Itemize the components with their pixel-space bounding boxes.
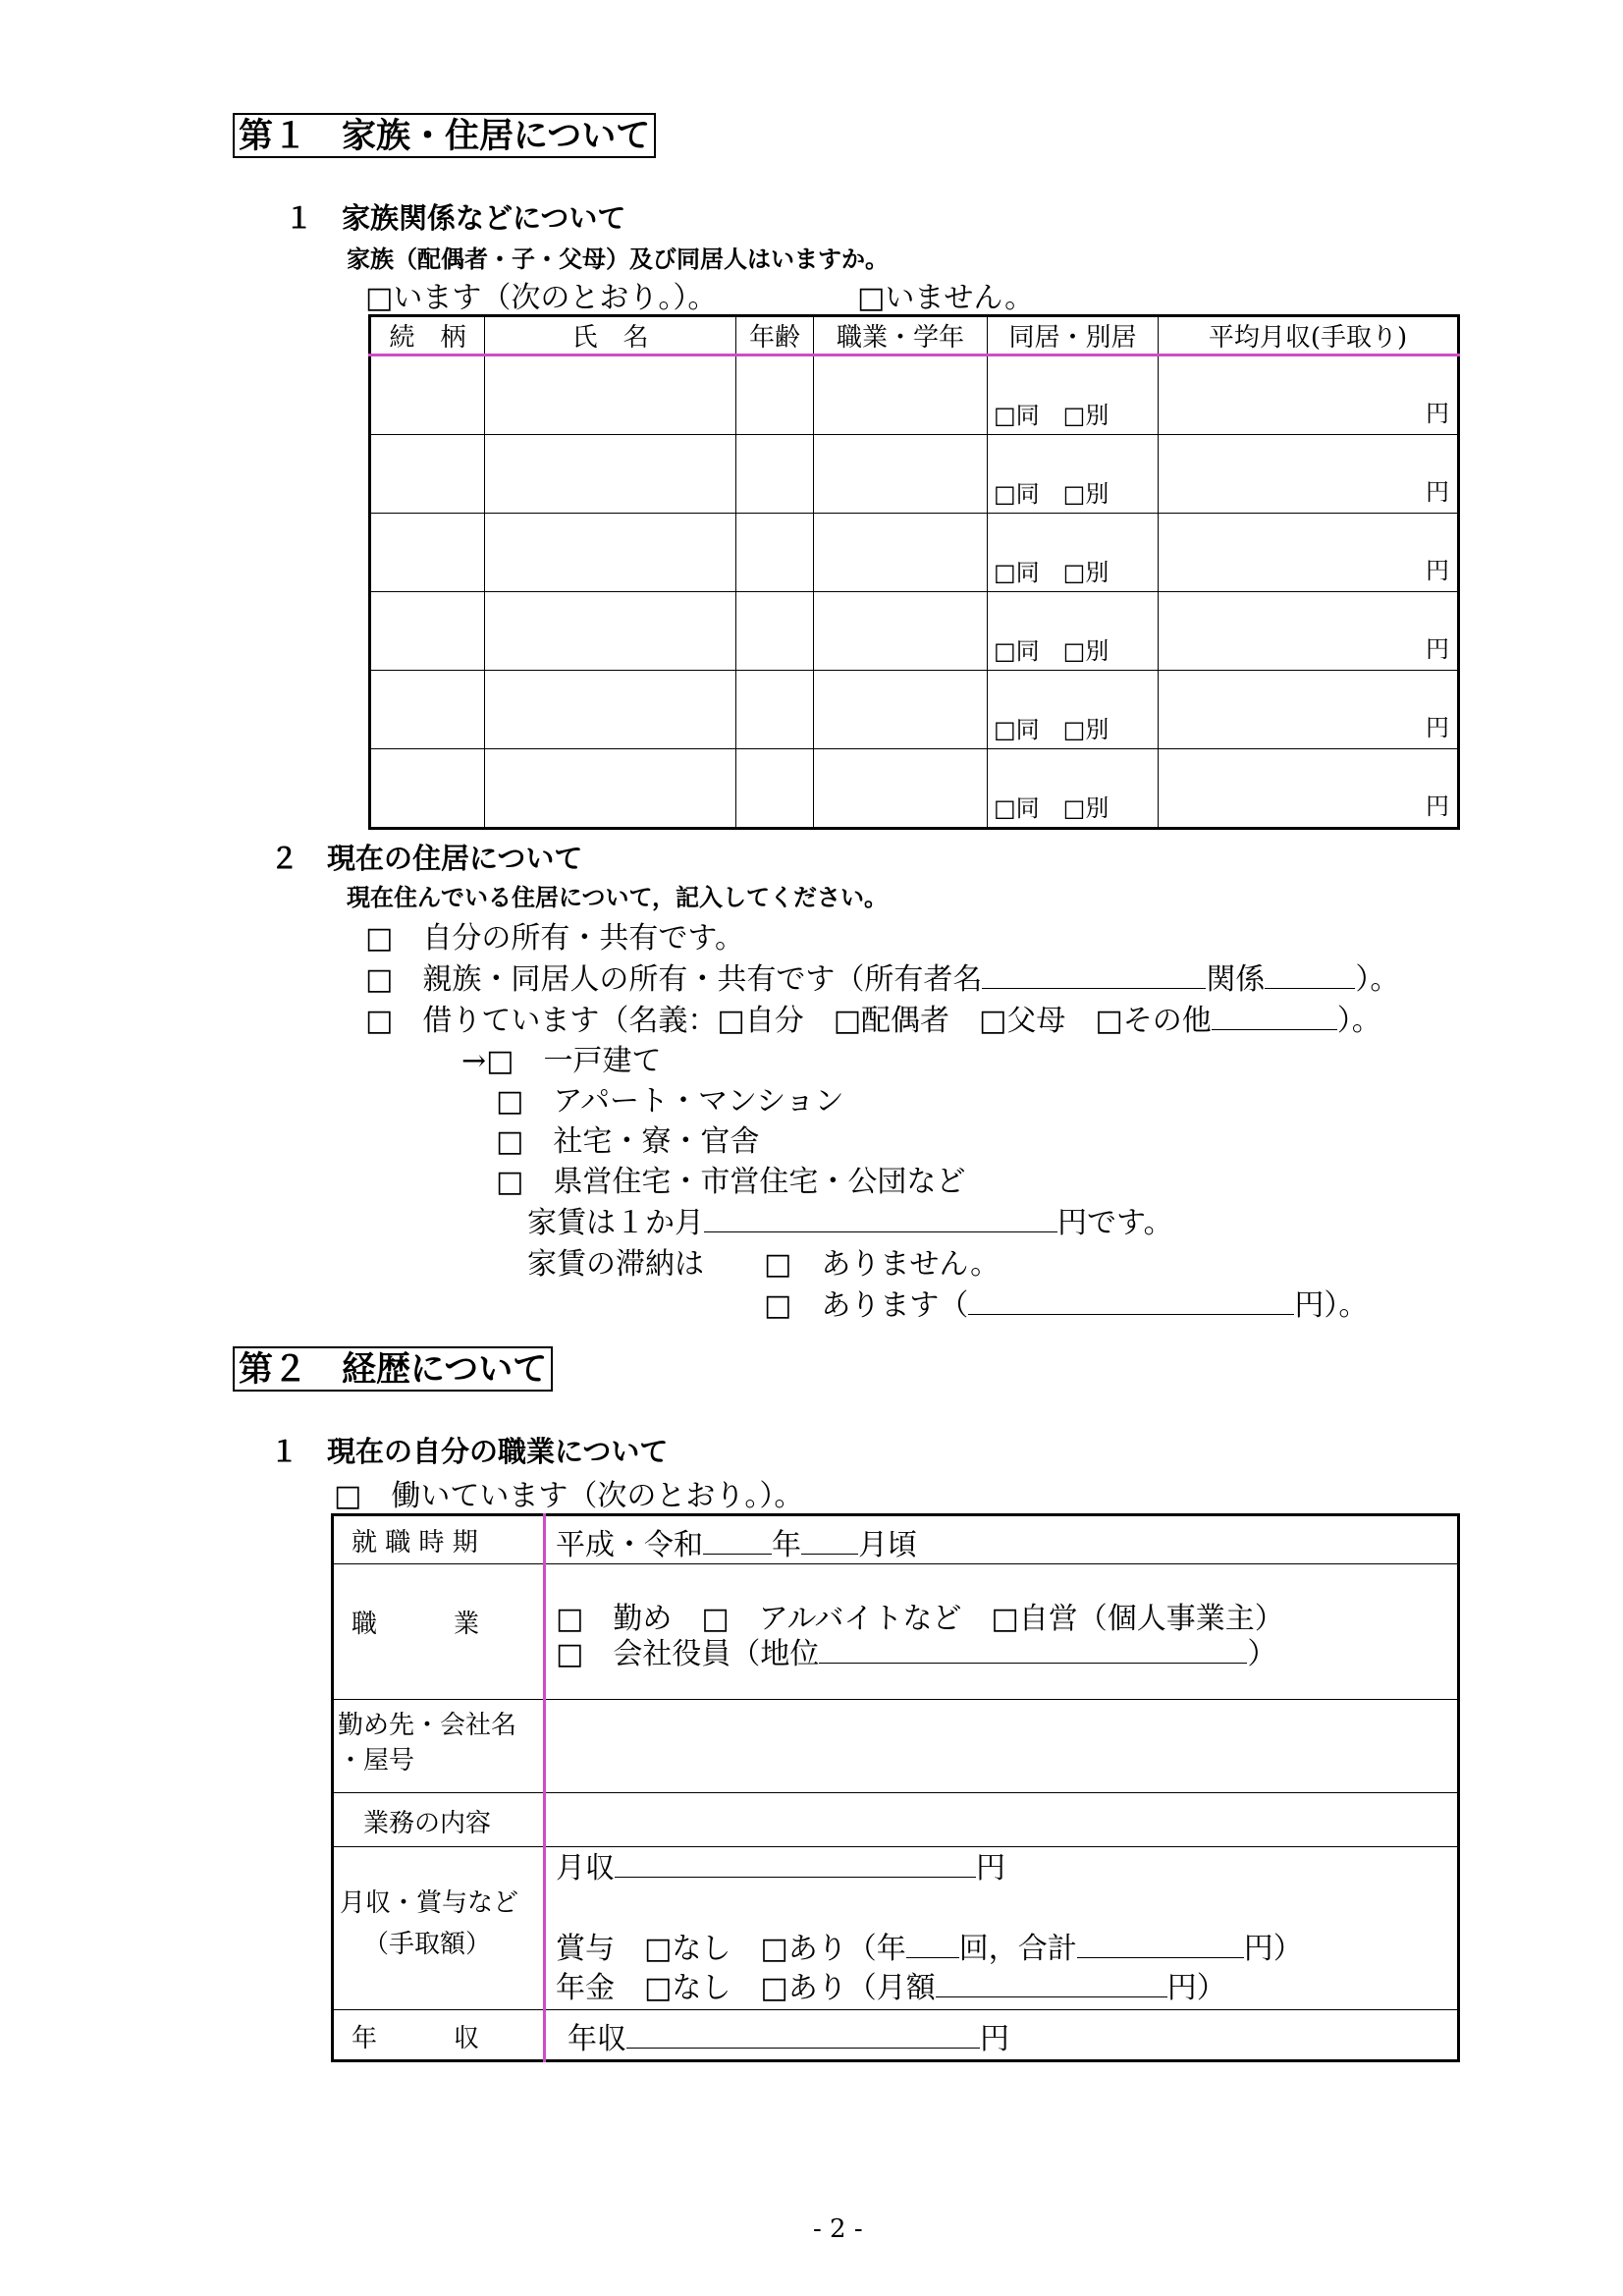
relation-field[interactable] bbox=[370, 435, 485, 514]
rent-other-field[interactable] bbox=[1212, 1004, 1337, 1030]
housing-type-public[interactable]: □ 県営住宅・市営住宅・公団など bbox=[496, 1165, 966, 1199]
job-row-period bbox=[333, 1515, 1459, 1564]
age-field[interactable] bbox=[736, 671, 814, 749]
pension-amount-field[interactable] bbox=[936, 1971, 1167, 1997]
cohabitation-checkboxes[interactable]: □同 □別 bbox=[988, 671, 1159, 749]
job-table bbox=[331, 1513, 1460, 2062]
employer-field[interactable] bbox=[545, 1700, 1459, 1793]
cohabitation-checkboxes[interactable]: □同 □別 bbox=[988, 514, 1159, 592]
job-row-duty bbox=[333, 1793, 1459, 1847]
arrears-no[interactable]: □ ありません。 bbox=[764, 1247, 1001, 1282]
family-row bbox=[370, 671, 1459, 749]
occupation-field[interactable] bbox=[814, 514, 988, 592]
header-age: 年齢 bbox=[736, 316, 814, 355]
rent-unit: 円です。 bbox=[1057, 1206, 1173, 1240]
housing-instruction: 現在住んでいる住居について，記入してください。 bbox=[347, 884, 889, 911]
job-opt-working[interactable]: □ 働いています（次のとおり。）。 bbox=[334, 1479, 804, 1513]
name-field[interactable] bbox=[485, 671, 736, 749]
arrears-yes-close: 円）。 bbox=[1294, 1288, 1369, 1323]
family-heading: １ 家族関係などについて bbox=[285, 201, 626, 235]
family-question: 家族（配偶者・子・父母）及び同居人はいますか。 bbox=[347, 246, 889, 273]
annual-income-field[interactable] bbox=[626, 2022, 980, 2049]
bonus-line: 賞与 □なし □あり（年 回，合計 円） bbox=[556, 1932, 1303, 1966]
period-label: 就 職 時 期 bbox=[333, 1515, 545, 1564]
housing-opt-own[interactable]: □ 自分の所有・共有です。 bbox=[365, 921, 744, 956]
job-officer-option[interactable]: □ 会社役員（地位 ） bbox=[556, 1637, 1277, 1671]
arrears-yes-label: □ あります（ bbox=[764, 1288, 969, 1323]
relation-label: 関係 bbox=[1206, 962, 1266, 997]
family-row bbox=[370, 514, 1459, 592]
age-field[interactable] bbox=[736, 435, 814, 514]
family-row bbox=[370, 592, 1459, 671]
job-heading: １ 現在の自分の職業について bbox=[270, 1435, 669, 1468]
occupation-field[interactable] bbox=[814, 671, 988, 749]
job-row-income bbox=[333, 1847, 1459, 2010]
occupation-field[interactable] bbox=[814, 592, 988, 671]
job-row-employer bbox=[333, 1700, 1459, 1793]
arrears-amount-field[interactable] bbox=[968, 1288, 1294, 1315]
family-table bbox=[368, 314, 1460, 830]
page-number: - 2 - bbox=[813, 2214, 863, 2244]
relation-field[interactable] bbox=[370, 592, 485, 671]
header-relation: 続 柄 bbox=[370, 316, 485, 355]
period-month-field[interactable] bbox=[801, 1528, 858, 1555]
job-type-label: 職 業 bbox=[333, 1564, 545, 1700]
age-field[interactable] bbox=[736, 514, 814, 592]
occupation-field[interactable] bbox=[814, 749, 988, 829]
age-field[interactable] bbox=[736, 592, 814, 671]
relation-field[interactable] bbox=[370, 355, 485, 435]
job-row-annual bbox=[333, 2010, 1459, 2061]
owner-name-field[interactable] bbox=[982, 962, 1206, 989]
header-cohabitation: 同居・別居 bbox=[988, 316, 1159, 355]
cohabitation-checkboxes[interactable]: □同 □別 bbox=[988, 355, 1159, 435]
income-field[interactable]: 円 bbox=[1159, 592, 1459, 671]
job-type-value bbox=[545, 1564, 1459, 1700]
family-row bbox=[370, 355, 1459, 435]
housing-opt-relative-label: □ 親族・同居人の所有・共有です（所有者名 bbox=[365, 962, 983, 997]
name-field[interactable] bbox=[485, 355, 736, 435]
income-field[interactable]: 円 bbox=[1159, 514, 1459, 592]
housing-type-apartment[interactable]: □ アパート・マンション bbox=[496, 1084, 844, 1119]
job-row-type bbox=[333, 1564, 1459, 1700]
income-value bbox=[545, 1847, 1459, 2010]
income-field[interactable]: 円 bbox=[1159, 671, 1459, 749]
period-value: 平成・令和 年 月頃 bbox=[545, 1515, 1459, 1564]
occupation-field[interactable] bbox=[814, 355, 988, 435]
name-field[interactable] bbox=[485, 435, 736, 514]
housing-type-company[interactable]: □ 社宅・寮・官舎 bbox=[496, 1124, 760, 1159]
housing-opt-rent-label: □ 借りています（名義：□自分 □配偶者 □父母 □その他 bbox=[365, 1004, 1212, 1038]
bonus-total-field[interactable] bbox=[1077, 1932, 1244, 1958]
relation-field[interactable] bbox=[370, 749, 485, 829]
duty-field[interactable] bbox=[545, 1793, 1459, 1847]
section-2-title: 第２ 経歴について bbox=[233, 1346, 553, 1392]
name-field[interactable] bbox=[485, 592, 736, 671]
family-row bbox=[370, 749, 1459, 829]
employer-label: 勤め先・会社名 ・屋号 bbox=[333, 1700, 545, 1793]
family-table-header bbox=[370, 316, 1459, 355]
income-field[interactable]: 円 bbox=[1159, 355, 1459, 435]
monthly-income-line: 月収 円 bbox=[556, 1851, 1005, 1886]
officer-position-field[interactable] bbox=[819, 1637, 1247, 1664]
name-field[interactable] bbox=[485, 749, 736, 829]
name-field[interactable] bbox=[485, 514, 736, 592]
income-label: 月収・賞与など （手取額） bbox=[333, 1847, 545, 2010]
rent-amount-field[interactable] bbox=[704, 1206, 1057, 1232]
duty-label: 業務の内容 bbox=[333, 1793, 545, 1847]
family-opt-no[interactable]: □いません。 bbox=[857, 281, 1035, 315]
housing-opt-relative-close: ）。 bbox=[1355, 962, 1400, 997]
pension-line: 年金 □なし □あり（月額 円） bbox=[556, 1971, 1226, 2005]
monthly-income-field[interactable] bbox=[615, 1851, 976, 1878]
income-field[interactable]: 円 bbox=[1159, 435, 1459, 514]
cohabitation-checkboxes[interactable]: □同 □別 bbox=[988, 435, 1159, 514]
header-name: 氏 名 bbox=[485, 316, 736, 355]
housing-opt-rent-close: ）。 bbox=[1336, 1004, 1381, 1038]
header-income: 平均月収(手取り) bbox=[1159, 316, 1459, 355]
header-occupation: 職業・学年 bbox=[814, 316, 988, 355]
age-field[interactable] bbox=[736, 355, 814, 435]
housing-opt-rent[interactable] bbox=[365, 996, 1381, 1039]
family-row bbox=[370, 435, 1459, 514]
arrears-yes[interactable] bbox=[764, 1281, 1368, 1324]
section-1-title: 第１ 家族・住居について bbox=[233, 113, 656, 158]
occupation-field[interactable] bbox=[814, 435, 988, 514]
bonus-count-field[interactable] bbox=[906, 1932, 959, 1958]
housing-opt-relative[interactable] bbox=[365, 955, 1399, 998]
arrears-label: 家賃の滞納は bbox=[527, 1247, 704, 1282]
annual-value: 年収 円 bbox=[545, 2010, 1459, 2061]
housing-heading: ２ 現在の住居について bbox=[270, 842, 583, 875]
annual-label: 年 収 bbox=[333, 2010, 545, 2061]
relation-field[interactable] bbox=[1265, 962, 1355, 989]
income-field[interactable]: 円 bbox=[1159, 749, 1459, 829]
age-field[interactable] bbox=[736, 749, 814, 829]
housing-type-house[interactable]: →□ 一戸建て bbox=[461, 1044, 662, 1078]
family-opt-yes[interactable]: □います（次のとおり。）。 bbox=[365, 281, 718, 315]
rent-line bbox=[527, 1198, 1173, 1241]
cohabitation-checkboxes[interactable]: □同 □別 bbox=[988, 749, 1159, 829]
period-year-field[interactable] bbox=[703, 1528, 772, 1555]
job-type-options[interactable]: □ 勤め □ アルバイトなど □自営（個人事業主） bbox=[556, 1602, 1284, 1636]
relation-field[interactable] bbox=[370, 514, 485, 592]
cohabitation-checkboxes[interactable]: □同 □別 bbox=[988, 592, 1159, 671]
relation-field[interactable] bbox=[370, 671, 485, 749]
rent-label: 家賃は１か月 bbox=[527, 1206, 704, 1240]
